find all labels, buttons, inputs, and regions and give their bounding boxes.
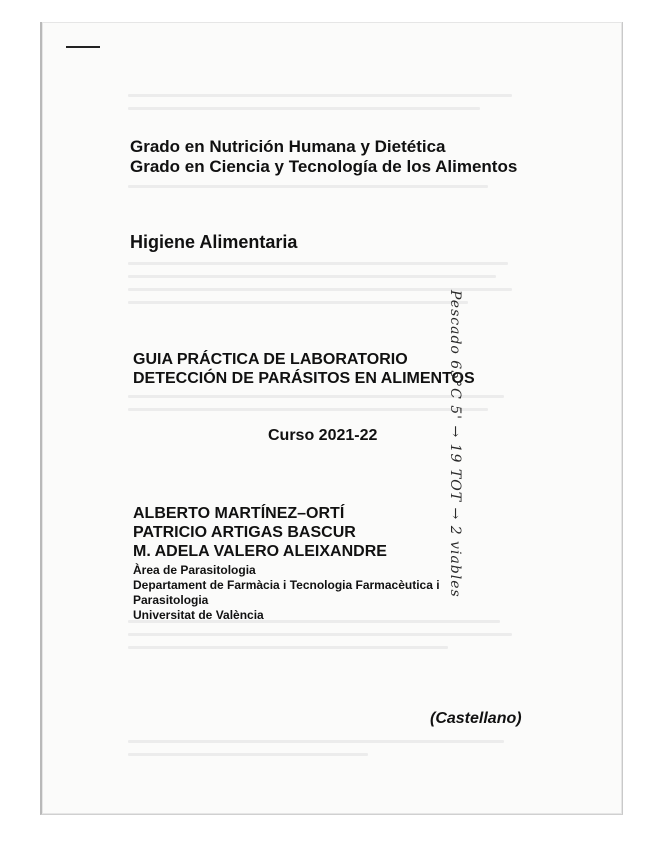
course-year: Curso 2021-22 bbox=[268, 427, 378, 444]
degree-line-1: Grado en Nutrición Humana y Dietética bbox=[130, 137, 446, 156]
language-label: (Castellano) bbox=[430, 710, 522, 727]
guide-title-line-2: DETECCIÓN DE PARÁSITOS EN ALIMENTOS bbox=[133, 370, 475, 387]
bleed-through-text bbox=[128, 620, 528, 659]
degree-line-2: Grado en Ciencia y Tecnología de los Alimentos bbox=[130, 157, 518, 176]
bleed-through-text bbox=[128, 94, 528, 120]
bleed-through-text bbox=[128, 740, 528, 766]
affiliation-area: Àrea de Parasitologia bbox=[133, 563, 256, 577]
bleed-through-text bbox=[128, 395, 528, 421]
handwritten-annotation: Pescado 65°C 5' → 19 TOT → 2 viables bbox=[447, 290, 463, 598]
author-2: PATRICIO ARTIGAS BASCUR bbox=[133, 524, 356, 541]
bleed-through-text bbox=[128, 185, 528, 198]
affiliation-department-line-1: Departament de Farmàcia i Tecnologia Farmacèutica i bbox=[133, 578, 440, 592]
author-1: ALBERTO MARTÍNEZ–ORTÍ bbox=[133, 505, 345, 522]
author-3: M. ADELA VALERO ALEIXANDRE bbox=[133, 543, 387, 560]
affiliation-department-line-2: Parasitologia bbox=[133, 593, 209, 607]
subject-title: Higiene Alimentaria bbox=[130, 232, 298, 252]
page-corner-mark bbox=[66, 46, 100, 48]
bleed-through-text bbox=[128, 262, 528, 314]
affiliation-university: Universitat de València bbox=[133, 608, 264, 622]
guide-title-line-1: GUIA PRÁCTICA DE LABORATORIO bbox=[133, 351, 408, 368]
